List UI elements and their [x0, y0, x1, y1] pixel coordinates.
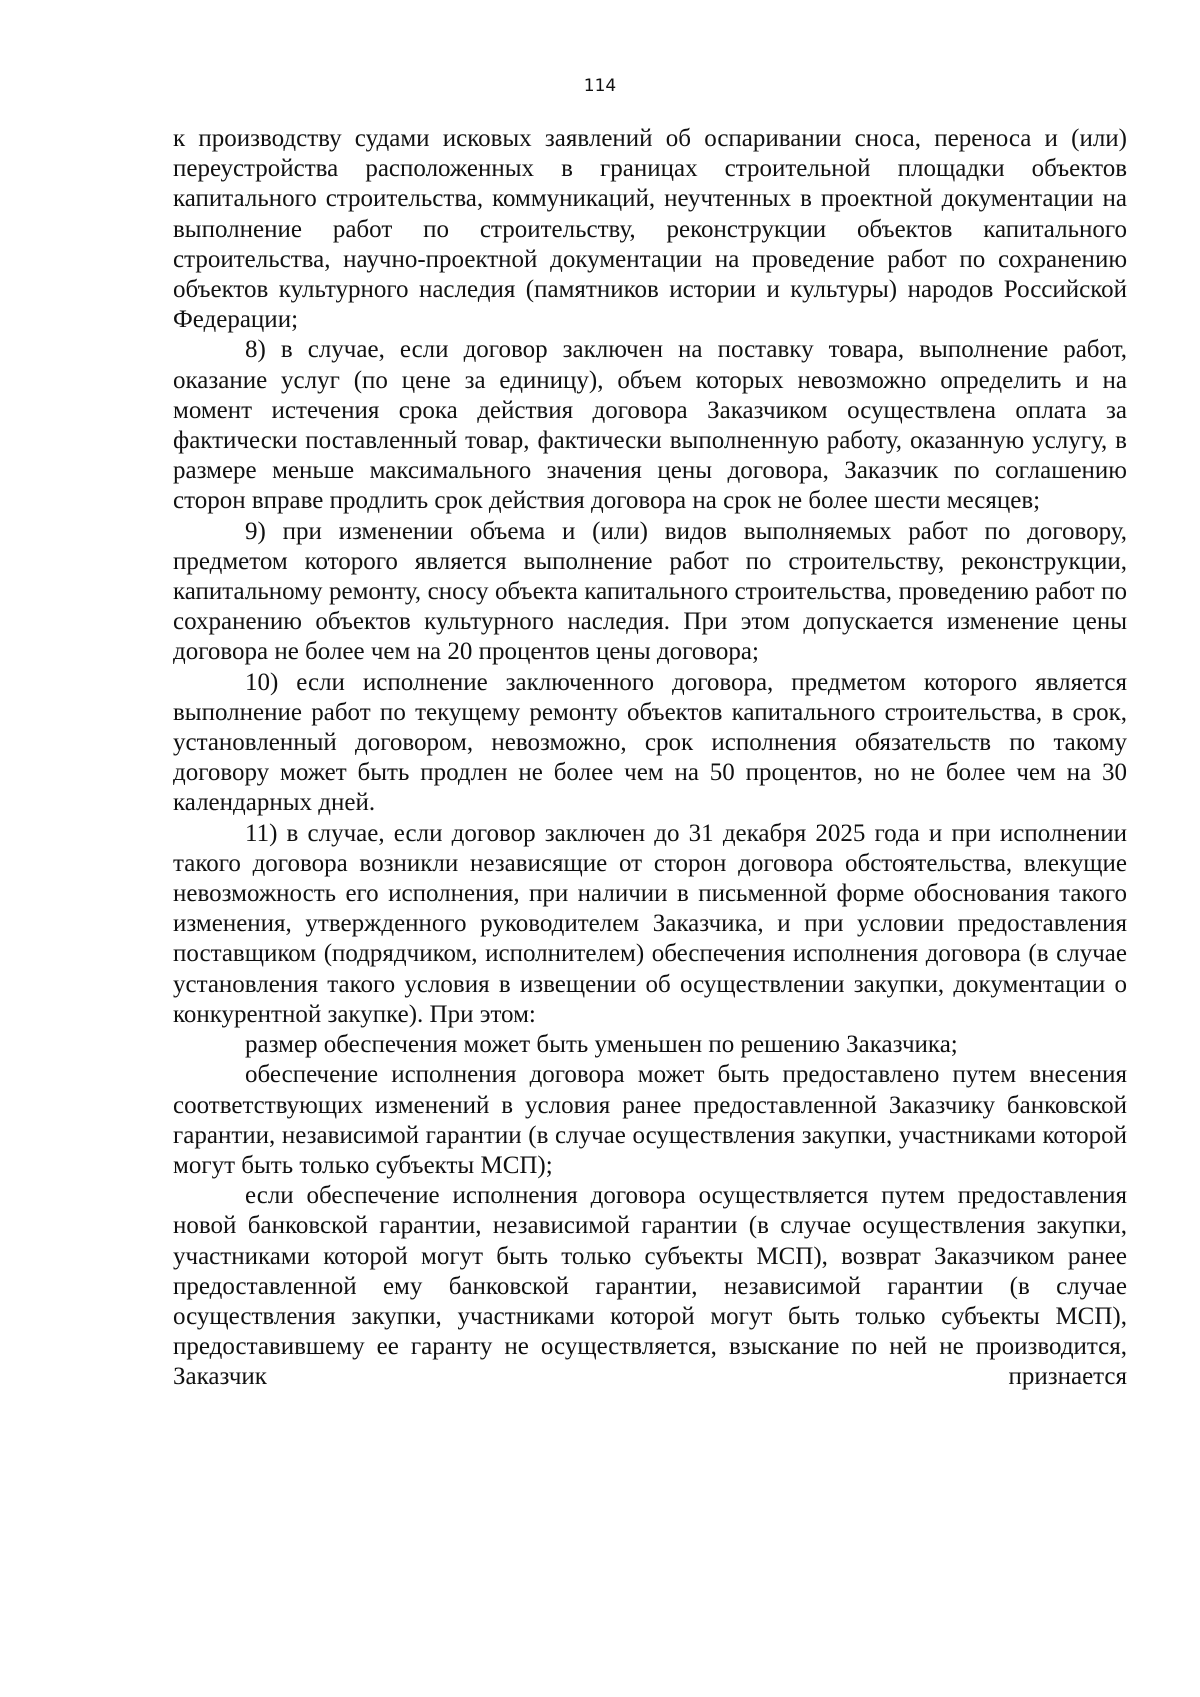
paragraph-continuation: к производству судами исковых заявлений об оспаривании сноса, переноса и (или) переустройства расположенных в границах строительной площадки объектов капитального строительства, коммуникаций, неучтенных в проектной документации на выполнение работ по строительству, реконструкции объектов капитального строительства, научно-проектной документации на проведение работ по сохранению объектов культурного наследия (памятников истории и культуры) народов Российской Федерации; — [173, 125, 1127, 334]
paragraph-item-11: 11) в случае, если договор заключен до 31 декабря 2025 года и при исполнении такого договора возникли независящие от сторон договора обстоятельства, влекущие невозможность его исполнения, при наличии в письменной форме обоснования такого изменения, утвержденного руководителем Заказчика, и при условии предоставления поставщиком (подрядчиком, исполнителем) обеспечения исполнения договора (в случае установления такого условия в извещении об осуществлении закупки, документации о конкурентной закупке). При этом: — [173, 819, 1127, 1028]
page-number: 114 — [583, 76, 617, 96]
document-body — [173, 124, 1127, 1393]
paragraph-security-reduction: размер обеспечения может быть уменьшен по решению Заказчика; — [245, 1031, 958, 1059]
paragraph-security-guarantee-change: обеспечение исполнения договора может быть предоставлено путем внесения соответствующих изменений в условия ранее предоставленной Заказчику банковской гарантии, независимой гарантии (в случае осуществления закупки, участниками которой могут быть только субъекты МСП); — [173, 1061, 1127, 1179]
paragraph-item-8: 8) в случае, если договор заключен на поставку товара, выполнение работ, оказание услуг (по цене за единицу), объем которых невозможно определить и на момент истечения срока действия договора Заказчиком осуществлена оплата за фактически поставленный товар, фактически выполненную работу, оказанную услугу, в размере меньше максимального значения цены договора, Заказчик по соглашению сторон вправе продлить срок действия договора на срок не более шести месяцев; — [173, 336, 1127, 515]
paragraph-item-9: 9) при изменении объема и (или) видов выполняемых работ по договору, предметом которого является выполнение работ по строительству, реконструкции, капитальному ремонту, сносу объекта капитального строительства, проведению работ по сохранению объектов культурного наследия. При этом допускается изменение цены договора не более чем на 20 процентов цены договора; — [173, 517, 1127, 666]
paragraph-new-guarantee: если обеспечение исполнения договора осуществляется путем предоставления новой банковской гарантии, независимой гарантии (в случае осуществления закупки, участниками которой могут быть только субъекты МСП), возврат Заказчиком ранее предоставленной ему банковской гарантии, независимой гарантии (в случае осуществления закупки, участниками которой могут быть только субъекты МСП), предоставившему ее гаранту не осуществляется, взыскание по ней не производится, Заказчик признается — [173, 1182, 1127, 1391]
paragraph-item-10: 10) если исполнение заключенного договора, предметом которого является выполнение работ по текущему ремонту объектов капитального строительства, в срок, установленный договором, невозможно, срок исполнения обязательств по такому договору может быть продлен не более чем на 50 процентов, но не более чем на 30 календарных дней. — [173, 668, 1127, 817]
